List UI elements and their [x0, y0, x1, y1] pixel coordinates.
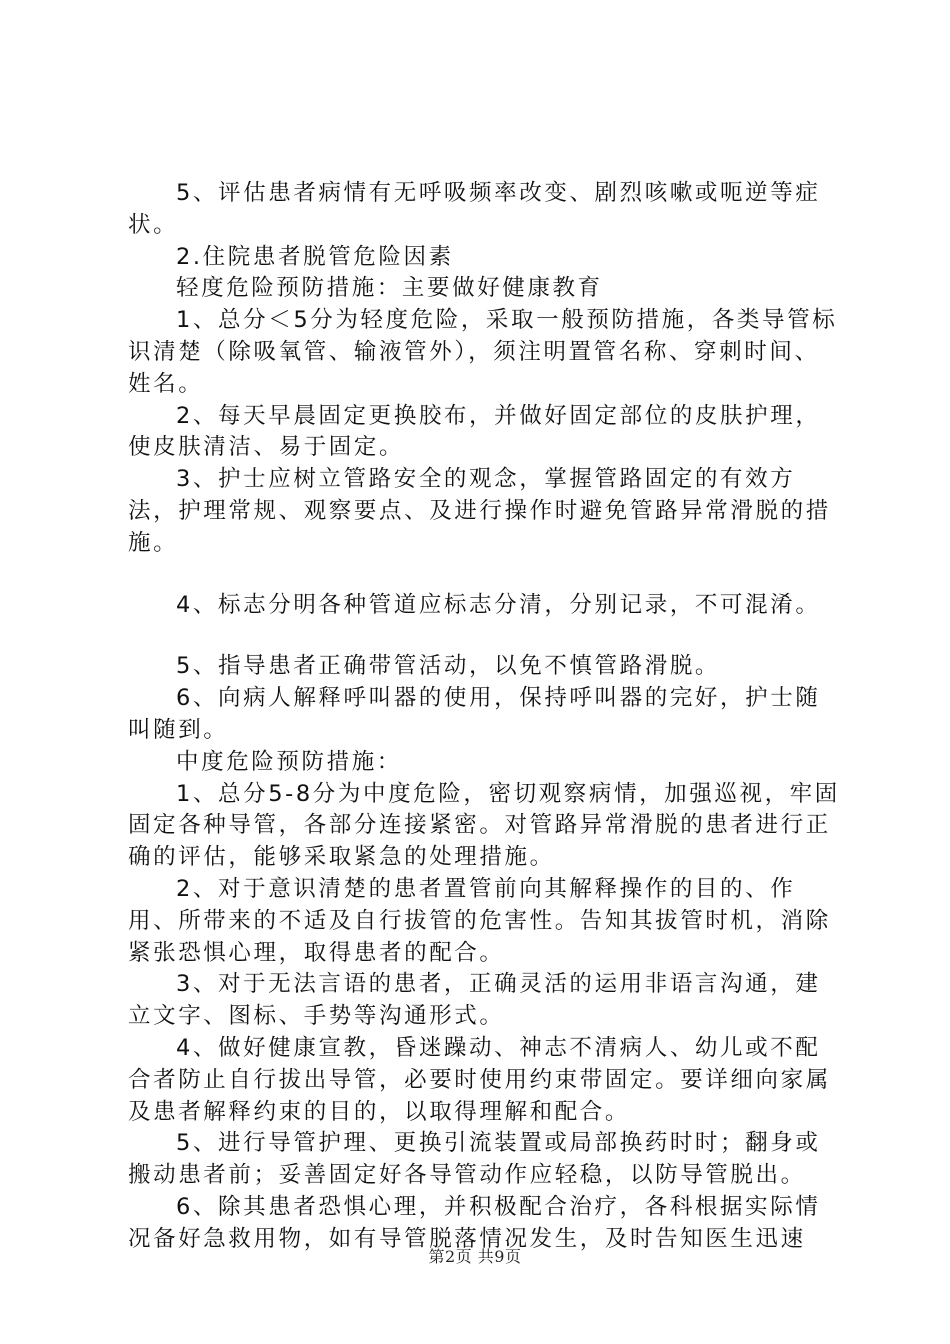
- paragraph-low-risk-4: 4、标志分明各种管道应标志分清，分别记录，不可混淆。: [176, 591, 821, 618]
- paragraph-low-risk-3: 3、护士应树立管路安全的观念，掌握管路固定的有效方法，护理常规、观察要点、及进行操作时避免管路异常滑脱的措施。: [128, 466, 831, 556]
- subheading-low-risk-measures: 轻度危险预防措施：主要做好健康教育: [176, 275, 603, 302]
- paragraph-medium-risk-3: 3、对于无法言语的患者，正确灵活的运用非语言沟通，建立文字、图标、手势等沟通形式。: [128, 971, 821, 1030]
- paragraph-low-risk-6: 6、向病人解释呼叫器的使用，保持呼叫器的完好，护士随叫随到。: [128, 685, 821, 743]
- paragraph-low-risk-5: 5、指导患者正确带管活动，以免不慎管路滑脱。: [176, 653, 721, 680]
- paragraph-low-risk-1: 1、总分＜5分为轻度危险，采取一般预防措施，各类导管标识清楚（除吸氧管、输液管外），须注明置管名称、穿刺时间、姓名。: [128, 307, 838, 397]
- paragraph-medium-risk-5: 5、进行导管护理、更换引流装置或局部换药时时；翻身或搬动患者前；妥善固定好各导管动作应轻稳，以防导管脱出。: [128, 1130, 821, 1189]
- paragraph-medium-risk-6: 6、除其患者恐惧心理，并积极配合治疗，各科根据实际情况备好急救用物，如有导管脱落情况发生，及时告知医生迅速: [128, 1193, 821, 1252]
- page-number-footer: 第2页 共9页: [428, 1247, 522, 1266]
- subheading-medium-risk-measures: 中度危险预防措施：: [176, 748, 402, 775]
- paragraph-low-risk-2: 2、每天早晨固定更换胶布，并做好固定部位的皮肤护理，使皮肤清洁、易于固定。: [128, 402, 821, 461]
- section-heading-risk-factors: 2.住院患者脱管危险因素: [176, 243, 454, 270]
- paragraph-symptom-assessment: 5、评估患者病情有无呼吸频率改变、剧烈咳嗽或呃逆等症状。: [128, 180, 821, 238]
- paragraph-medium-risk-4: 4、做好健康宣教，昏迷躁动、神志不清病人、幼儿或不配合者防止自行拔出导管，必要时使用约束带固定。要详细向家属及患者解释约束的目的，以取得理解和配合。: [128, 1034, 831, 1125]
- paragraph-medium-risk-1: 1、总分5-8分为中度危险，密切观察病情，加强巡视，牢固固定各种导管，各部分连接紧密。对管路异常滑脱的患者进行正确的评估，能够采取紧急的处理措施。: [128, 780, 840, 871]
- paragraph-medium-risk-2: 2、对于意识清楚的患者置管前向其解释操作的目的、作用、所带来的不适及自行拔管的危害性。告知其拔管时机，消除紧张恐惧心理，取得患者的配合。: [128, 875, 831, 966]
- document-body: [128, 178, 840, 1256]
